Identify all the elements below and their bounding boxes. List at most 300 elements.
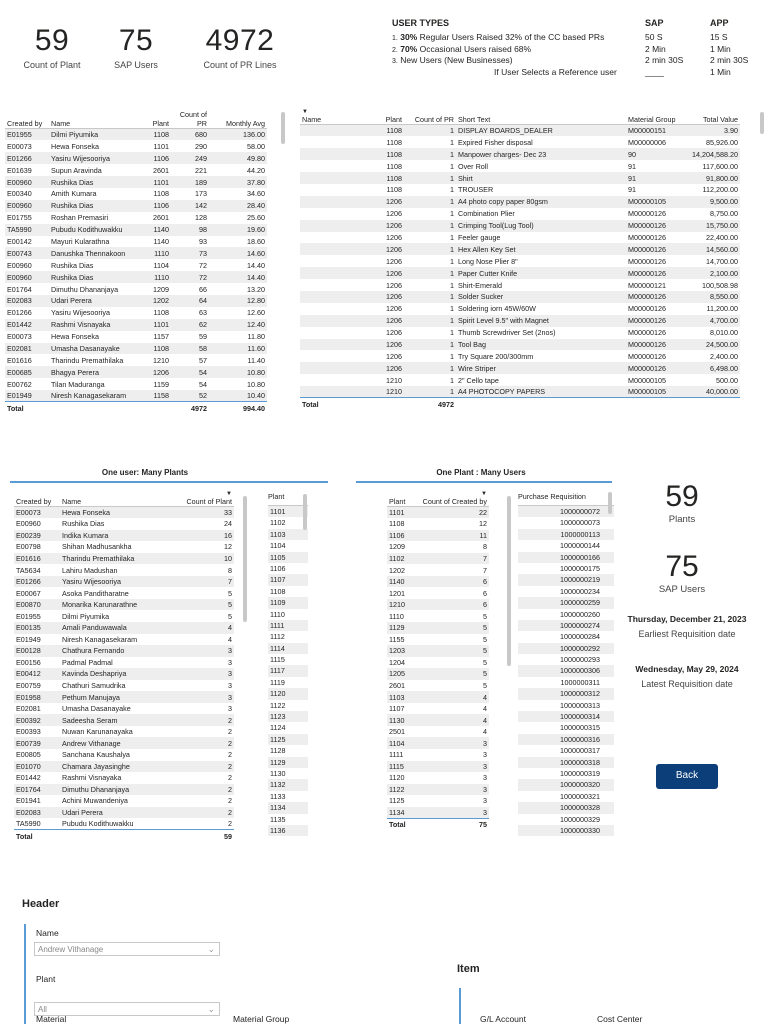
table-cell: 1 (404, 267, 456, 279)
table-row[interactable] (300, 232, 740, 244)
table-row[interactable] (387, 541, 489, 553)
table-cell (300, 327, 382, 339)
column-header[interactable] (300, 110, 382, 125)
table-cell: Yasiru Wijesooriya (51, 308, 110, 318)
table-row[interactable] (387, 703, 489, 715)
list-item[interactable]: 1000000144 (560, 541, 600, 551)
table-cell: 25.60 (247, 213, 265, 223)
table-cell: E00412 (14, 668, 60, 680)
table-row[interactable] (387, 795, 489, 807)
table-cell: M00000105 (626, 196, 686, 208)
table-cell: 1110 (141, 247, 171, 259)
table-row[interactable] (14, 518, 234, 530)
table-cell: 1108 (141, 343, 171, 355)
table-row[interactable] (387, 784, 489, 796)
table-row[interactable] (5, 212, 267, 224)
table-cell: 1104 (153, 260, 169, 270)
list-item[interactable]: 1000000320 (518, 779, 614, 790)
table-row[interactable] (387, 645, 489, 657)
list-item[interactable]: 1000000293 (560, 655, 600, 665)
table-cell: 1110 (141, 271, 171, 283)
table-row[interactable] (300, 184, 740, 196)
table-cell: 1134 (387, 807, 407, 819)
table-cell: 91,800.00 (686, 172, 740, 184)
table-cell: 8,550.00 (686, 291, 740, 303)
table-cell: 34.60 (247, 189, 265, 199)
list-item[interactable]: 1129 (268, 757, 308, 768)
table-cell: E01266 (5, 152, 49, 164)
list-item[interactable]: 1117 (268, 665, 308, 676)
column-header[interactable] (60, 492, 174, 507)
list-item[interactable]: 1000000321 (560, 791, 600, 801)
table-row[interactable] (14, 772, 234, 784)
table-row[interactable] (14, 749, 234, 761)
table-cell: 11.40 (247, 355, 265, 365)
table-cell: E00960 (7, 260, 32, 270)
table-cell: M00000126 (626, 267, 686, 279)
table-row[interactable] (14, 622, 234, 634)
list-item[interactable]: 1000000314 (518, 711, 614, 722)
table-row[interactable] (5, 164, 267, 176)
table-cell (300, 362, 382, 374)
table-cell: E00960 (16, 519, 41, 529)
list-item[interactable]: 1000000284 (560, 632, 600, 642)
list-item[interactable]: 1000000219 (518, 574, 614, 585)
table-cell: 1101 (141, 319, 171, 331)
list-item[interactable]: 1109 (268, 597, 308, 608)
table-row[interactable] (5, 247, 267, 259)
table-cell: 1108 (386, 185, 402, 195)
table-row[interactable] (300, 362, 740, 374)
list-item[interactable]: 1000000072 (518, 506, 614, 517)
table-row[interactable] (5, 129, 267, 141)
column-header[interactable] (174, 492, 234, 507)
table-row[interactable] (14, 737, 234, 749)
table-row[interactable] (5, 295, 267, 307)
table-cell: 24,500.00 (686, 339, 740, 351)
column-header-label: Count of PR (179, 110, 207, 128)
list-item[interactable]: 1107 (268, 574, 308, 585)
list-item[interactable]: 1128 (270, 746, 286, 756)
list-item[interactable]: 1122 (270, 700, 286, 710)
list-item[interactable]: 1000000260 (560, 609, 600, 619)
table-cell: Umasha Dasanayake (62, 704, 131, 714)
table-cell: Pubudu Kodithuwakku (49, 224, 141, 236)
table-row[interactable] (387, 530, 489, 542)
scrollbar[interactable] (760, 112, 764, 134)
user-type-number: 1. (392, 35, 398, 42)
table-cell: 12.80 (209, 295, 267, 307)
table-row[interactable] (14, 761, 234, 773)
list-item[interactable]: 1000000329 (560, 814, 600, 824)
list-item[interactable]: 1000000113 (518, 529, 614, 540)
list-item[interactable]: 1000000274 (518, 620, 614, 631)
column-header[interactable] (5, 110, 49, 129)
sap-users-card-label: SAP Users (658, 584, 706, 595)
table-cell: E00073 (7, 141, 32, 151)
table-row[interactable] (5, 152, 267, 164)
column-header[interactable] (14, 492, 60, 507)
list-item[interactable]: 1123 (268, 711, 308, 722)
table-row[interactable] (387, 714, 489, 726)
table-row[interactable] (387, 518, 489, 530)
list-item[interactable]: 1119 (270, 677, 285, 687)
table-cell: E01442 (5, 319, 49, 331)
list-item[interactable]: 1120 (268, 688, 308, 699)
list-item[interactable]: 1000000313 (560, 700, 600, 710)
table-row[interactable] (5, 140, 267, 152)
list-item[interactable]: 1000000306 (518, 665, 614, 676)
table-row[interactable] (5, 224, 267, 236)
list-item[interactable]: 1135 (270, 814, 286, 824)
table-cell: 5 (483, 657, 487, 667)
table-cell: E00743 (5, 247, 49, 259)
table-cell (300, 243, 382, 255)
back-button[interactable]: Back (656, 764, 718, 789)
table-cell: Tool Bag (456, 339, 626, 351)
table-row[interactable] (14, 714, 234, 726)
list-item[interactable]: 1000000318 (518, 757, 614, 768)
column-header-label: Count of PR (414, 115, 454, 124)
column-header-label: Plant (389, 497, 406, 506)
table-row[interactable] (387, 737, 489, 749)
list-item[interactable]: 1000000259 (518, 597, 614, 608)
scrollbar[interactable] (281, 112, 285, 144)
column-header[interactable] (387, 492, 407, 507)
table-row[interactable] (387, 599, 489, 611)
list-item[interactable]: 1000000292 (518, 643, 614, 654)
table-cell: 22 (407, 507, 489, 519)
list-item[interactable]: 1108 (270, 586, 286, 596)
table-cell: 1210 (153, 355, 169, 365)
table-row[interactable] (300, 374, 740, 386)
table-cell: A4 PHOTOCOPY PAPERS (456, 386, 626, 398)
column-header[interactable] (382, 110, 404, 125)
scrollbar[interactable] (507, 496, 511, 666)
table-row[interactable] (5, 378, 267, 390)
table-row[interactable] (14, 564, 234, 576)
list-item[interactable]: 1124 (270, 723, 286, 733)
table-cell: 64 (171, 295, 209, 307)
table-cell: 57 (199, 355, 207, 365)
user-types-panel (392, 18, 762, 93)
table-row[interactable] (5, 390, 267, 402)
list-item[interactable]: 1000000328 (518, 802, 614, 813)
table-row[interactable] (5, 259, 267, 271)
list-item[interactable]: 1000000316 (518, 734, 614, 745)
table-row[interactable] (387, 761, 489, 773)
table-row[interactable] (5, 366, 267, 378)
table-cell: 1206 (386, 209, 402, 219)
table-row[interactable] (387, 680, 489, 692)
table-cell: 52 (171, 390, 209, 402)
list-item[interactable]: 1000000319 (560, 768, 600, 778)
table-row[interactable] (387, 668, 489, 680)
list-item[interactable]: 1000000234 (560, 586, 600, 596)
table-row[interactable] (387, 634, 489, 646)
table-row[interactable] (300, 125, 740, 137)
table-cell: Nuwan Karunanayaka (62, 727, 133, 737)
table-cell: Rashmi Visnayaka (49, 319, 141, 331)
table-row[interactable] (387, 726, 489, 738)
scrollbar[interactable] (243, 496, 247, 622)
table-cell: M00000151 (626, 125, 686, 137)
table-cell: 3 (407, 737, 489, 749)
list-item[interactable]: 1102 (270, 518, 286, 528)
list-item[interactable]: 1111 (268, 620, 308, 631)
column-header[interactable] (686, 110, 740, 125)
table-row[interactable] (300, 339, 740, 351)
table-row[interactable] (300, 291, 740, 303)
table-cell: 73 (171, 247, 209, 259)
table-row[interactable] (300, 255, 740, 267)
table-row[interactable] (14, 795, 234, 807)
material-filter-label: Material (36, 1014, 67, 1024)
table-cell: 1 (404, 172, 456, 184)
table-row[interactable] (300, 148, 740, 160)
table-row[interactable] (14, 610, 234, 622)
table-row[interactable] (14, 645, 234, 657)
list-item[interactable]: 1125 (268, 734, 308, 745)
table-row[interactable] (300, 279, 740, 291)
list-item[interactable]: 1101 (268, 506, 308, 517)
total-cell: Total (389, 820, 406, 830)
table-row[interactable] (14, 668, 234, 680)
table-row[interactable] (300, 315, 740, 327)
table-row[interactable] (300, 160, 740, 172)
column-header[interactable] (456, 110, 626, 125)
list-item[interactable]: 1106 (270, 563, 286, 573)
table-row[interactable] (14, 680, 234, 692)
table-cell: 14,700.00 (706, 256, 738, 266)
table-row[interactable] (5, 307, 267, 319)
user-type-text: If User Selects a Reference user (494, 66, 617, 77)
list-item[interactable]: 1112 (270, 632, 285, 642)
table-cell: 9,500.00 (686, 196, 740, 208)
list-item[interactable]: 1000000311 (560, 677, 600, 687)
list-item[interactable]: 1110 (270, 609, 285, 619)
table-row[interactable] (387, 622, 489, 634)
column-header[interactable] (626, 110, 686, 125)
column-header[interactable] (49, 110, 141, 129)
table-row[interactable] (14, 634, 234, 646)
list-item[interactable]: 1000000175 (560, 563, 600, 573)
table-row[interactable] (14, 587, 234, 599)
plant-slicer-list (268, 492, 308, 836)
list-item[interactable]: 1000000317 (560, 746, 600, 756)
table-cell: 1206 (386, 256, 402, 266)
table-cell: M00000126 (626, 220, 686, 232)
table-cell: 1129 (387, 622, 407, 634)
table-cell: M00000126 (628, 232, 666, 242)
list-item[interactable]: 1000000166 (518, 552, 614, 563)
table-row[interactable] (14, 818, 234, 830)
table-row[interactable] (387, 807, 489, 819)
list-item[interactable]: 1133 (270, 791, 286, 801)
app-time: 1 Min (710, 66, 731, 77)
table-total-row (5, 402, 267, 414)
table-row[interactable] (300, 172, 740, 184)
table-cell: 1104 (387, 737, 407, 749)
table-cell: 72 (171, 271, 209, 283)
user-type-number: 3. (392, 58, 398, 65)
table-row[interactable] (387, 576, 489, 588)
app-time: 15 S (710, 32, 728, 42)
table-cell: 1108 (382, 172, 404, 184)
table-row[interactable] (387, 657, 489, 669)
table-cell: 1 (450, 137, 454, 147)
plant-list-header: Plant (268, 492, 308, 506)
table-cell: 500.00 (716, 375, 738, 385)
table-cell (300, 148, 382, 160)
table-row[interactable] (14, 507, 234, 519)
table-row[interactable] (14, 657, 234, 669)
total-cell (141, 402, 171, 414)
table-cell (300, 279, 382, 291)
table-cell: E01958 (14, 691, 60, 703)
table-cell: 85,926.00 (706, 137, 738, 147)
sap-users-card-value: 75 (665, 550, 699, 583)
list-item[interactable]: 1104 (270, 541, 286, 551)
table-cell: Sanchana Kaushalya (62, 750, 130, 760)
table-row[interactable] (14, 784, 234, 796)
table-row[interactable] (5, 354, 267, 366)
column-header-label: Count of Plant (186, 497, 232, 506)
table-cell: Andrew Vithanage (60, 737, 174, 749)
sap-column-header: SAP (645, 18, 664, 28)
scrollbar[interactable] (608, 492, 612, 514)
table-cell: 1101 (141, 176, 171, 188)
name-filter-dropdown[interactable] (34, 942, 220, 956)
table-cell: 3 (483, 750, 487, 760)
list-item[interactable]: 1000000073 (560, 518, 600, 528)
table-row[interactable] (14, 541, 234, 553)
total-cell: 4972 (171, 402, 209, 414)
table-row[interactable] (387, 610, 489, 622)
list-item[interactable]: 1000000330 (518, 825, 614, 836)
table-row[interactable] (300, 386, 740, 398)
table-row[interactable] (300, 208, 740, 220)
table-cell: 91 (628, 161, 636, 171)
table-row[interactable] (300, 220, 740, 232)
table-row[interactable] (387, 772, 489, 784)
list-item[interactable]: 1114 (268, 643, 308, 654)
table-row[interactable] (300, 196, 740, 208)
table-cell: E01070 (14, 761, 60, 773)
kpi-label: SAP Users (114, 60, 158, 70)
table-cell (300, 172, 382, 184)
table-row[interactable] (5, 343, 267, 355)
scrollbar[interactable] (303, 494, 307, 530)
table-cell: Rushika Dias (49, 200, 141, 212)
table-cell: 2 (174, 784, 234, 796)
table-cell: 1108 (141, 129, 171, 141)
list-item[interactable]: 1000000312 (518, 688, 614, 699)
table-row[interactable] (5, 188, 267, 200)
table-row[interactable] (300, 350, 740, 362)
table-row[interactable] (387, 553, 489, 565)
list-item[interactable]: 1134 (268, 802, 308, 813)
table-cell: 4,700.00 (686, 315, 740, 327)
table-row[interactable] (14, 691, 234, 703)
table-cell: Yasiru Wijesooriya (60, 576, 174, 588)
list-item[interactable]: 1115 (270, 655, 285, 665)
table-row[interactable] (14, 726, 234, 738)
table-cell: 5 (407, 645, 489, 657)
table-row[interactable] (14, 599, 234, 611)
table-cell: 142 (171, 200, 209, 212)
column-header-label: Created by (16, 497, 52, 506)
table-cell: 8 (483, 542, 487, 552)
list-item[interactable]: 1136 (268, 825, 308, 836)
table-row[interactable] (5, 236, 267, 248)
table-row[interactable] (387, 564, 489, 576)
list-item[interactable]: 1000000315 (560, 723, 600, 733)
column-header[interactable] (209, 110, 267, 129)
column-header[interactable] (141, 110, 171, 129)
table-row[interactable] (5, 283, 267, 295)
table-row[interactable] (5, 271, 267, 283)
table-row[interactable] (387, 749, 489, 761)
column-header[interactable] (407, 492, 489, 507)
table-row[interactable] (300, 303, 740, 315)
list-item[interactable]: 1132 (268, 779, 308, 790)
table-cell: E00762 (7, 379, 32, 389)
table-cell: 1111 (389, 750, 404, 760)
list-item[interactable]: 1105 (268, 552, 308, 563)
table-row[interactable] (5, 319, 267, 331)
latest-date-label: Latest Requisition date (641, 679, 733, 689)
table-cell: 1 (404, 196, 456, 208)
table-cell: Dimuthu Dhananjaya (51, 284, 119, 294)
kpi-count-of-pr-lines (190, 24, 290, 70)
table-cell: 2 (174, 737, 234, 749)
table-row[interactable] (300, 136, 740, 148)
column-header-label: Short Text (458, 115, 491, 124)
column-header[interactable] (404, 110, 456, 125)
table-row[interactable] (300, 243, 740, 255)
table-row[interactable] (300, 327, 740, 339)
table-row[interactable] (387, 587, 489, 599)
table-row[interactable] (5, 331, 267, 343)
table-row[interactable] (5, 176, 267, 188)
table-cell: 3 (228, 680, 232, 690)
column-header[interactable] (171, 110, 209, 129)
total-cell: Total (300, 398, 382, 410)
table-row[interactable] (387, 507, 489, 519)
table-cell: 12 (479, 519, 487, 529)
table-cell: Long Nose Plier 8" (458, 256, 518, 266)
list-item[interactable]: 1103 (268, 529, 308, 540)
table-row[interactable] (14, 703, 234, 715)
plant-list-items (268, 506, 308, 836)
table-row[interactable] (14, 553, 234, 565)
table-cell: Dilmi Piyumika (49, 129, 141, 141)
table-row[interactable] (14, 807, 234, 819)
table-cell: 6 (407, 576, 489, 588)
table-cell: E00870 (14, 599, 60, 611)
table-cell: E00685 (5, 366, 49, 378)
table-cell: Pubudu Kodithuwakku (62, 819, 134, 829)
table-row[interactable] (14, 576, 234, 588)
list-item[interactable]: 1130 (270, 768, 286, 778)
user-type-line (392, 32, 762, 43)
table-row[interactable] (387, 691, 489, 703)
table-row[interactable] (300, 267, 740, 279)
user-type-percent: 70% (400, 43, 418, 54)
table-row[interactable] (5, 200, 267, 212)
table-row[interactable] (14, 530, 234, 542)
